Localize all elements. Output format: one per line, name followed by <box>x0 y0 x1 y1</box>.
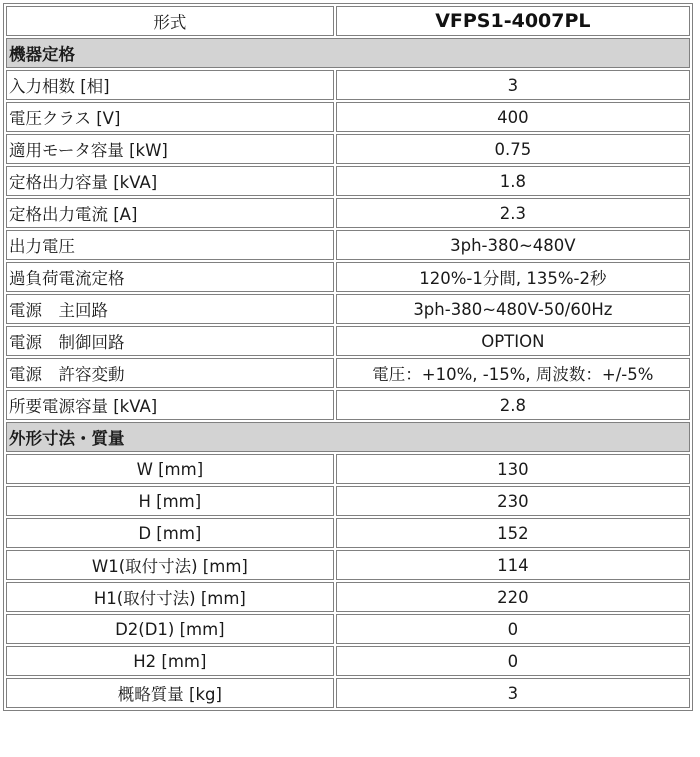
row-value: 120%-1分間, 135%-2秒 <box>336 262 690 292</box>
row-label: W [mm] <box>6 454 334 484</box>
table-row <box>6 166 690 196</box>
table-row <box>6 678 690 708</box>
row-value: 130 <box>336 454 690 484</box>
row-label: 電源 許容変動 <box>6 358 334 388</box>
row-label: 所要電源容量 [kVA] <box>6 390 334 420</box>
row-label: 概略質量 [kg] <box>6 678 334 708</box>
row-label: W1(取付寸法) [mm] <box>6 550 334 580</box>
row-label: 入力相数 [相] <box>6 70 334 100</box>
row-value: 0.75 <box>336 134 690 164</box>
section-header-ratings <box>6 38 690 68</box>
table-row <box>6 614 690 644</box>
row-label: 電源 制御回路 <box>6 326 334 356</box>
row-label: 電源 主回路 <box>6 294 334 324</box>
table-row <box>6 294 690 324</box>
row-value: 3 <box>336 70 690 100</box>
spec-table <box>3 3 693 711</box>
row-label: H [mm] <box>6 486 334 516</box>
row-value: 400 <box>336 102 690 132</box>
row-label: 適用モータ容量 [kW] <box>6 134 334 164</box>
table-row <box>6 262 690 292</box>
row-label: H2 [mm] <box>6 646 334 676</box>
row-value: OPTION <box>336 326 690 356</box>
table-row <box>6 518 690 548</box>
model-name-cell: VFPS1-4007PL <box>336 6 690 36</box>
row-value: 0 <box>336 646 690 676</box>
row-label: 定格出力容量 [kVA] <box>6 166 334 196</box>
table-row <box>6 102 690 132</box>
row-label: D2(D1) [mm] <box>6 614 334 644</box>
row-value: 2.8 <box>336 390 690 420</box>
row-label: 出力電圧 <box>6 230 334 260</box>
section-title: 機器定格 <box>6 38 690 68</box>
row-value: 2.3 <box>336 198 690 228</box>
table-row <box>6 454 690 484</box>
table-row <box>6 550 690 580</box>
row-value: 220 <box>336 582 690 612</box>
row-label: D [mm] <box>6 518 334 548</box>
table-row <box>6 486 690 516</box>
row-value: 0 <box>336 614 690 644</box>
row-label: H1(取付寸法) [mm] <box>6 582 334 612</box>
row-value: 電圧：+10%, -15%, 周波数：+/-5% <box>336 358 690 388</box>
header-label-cell: 形式 <box>6 6 334 36</box>
row-value: 3ph-380~480V-50/60Hz <box>336 294 690 324</box>
table-row <box>6 646 690 676</box>
header-row <box>6 6 690 36</box>
table-row <box>6 582 690 612</box>
table-row <box>6 198 690 228</box>
section-header-dimensions <box>6 422 690 452</box>
row-value: 1.8 <box>336 166 690 196</box>
row-value: 3 <box>336 678 690 708</box>
row-label: 電圧クラス [V] <box>6 102 334 132</box>
table-row <box>6 326 690 356</box>
row-value: 3ph-380~480V <box>336 230 690 260</box>
section-title: 外形寸法・質量 <box>6 422 690 452</box>
table-row <box>6 358 690 388</box>
row-label: 過負荷電流定格 <box>6 262 334 292</box>
row-label: 定格出力電流 [A] <box>6 198 334 228</box>
table-row <box>6 390 690 420</box>
row-value: 114 <box>336 550 690 580</box>
row-value: 230 <box>336 486 690 516</box>
table-row <box>6 230 690 260</box>
table-row <box>6 134 690 164</box>
row-value: 152 <box>336 518 690 548</box>
table-row <box>6 70 690 100</box>
